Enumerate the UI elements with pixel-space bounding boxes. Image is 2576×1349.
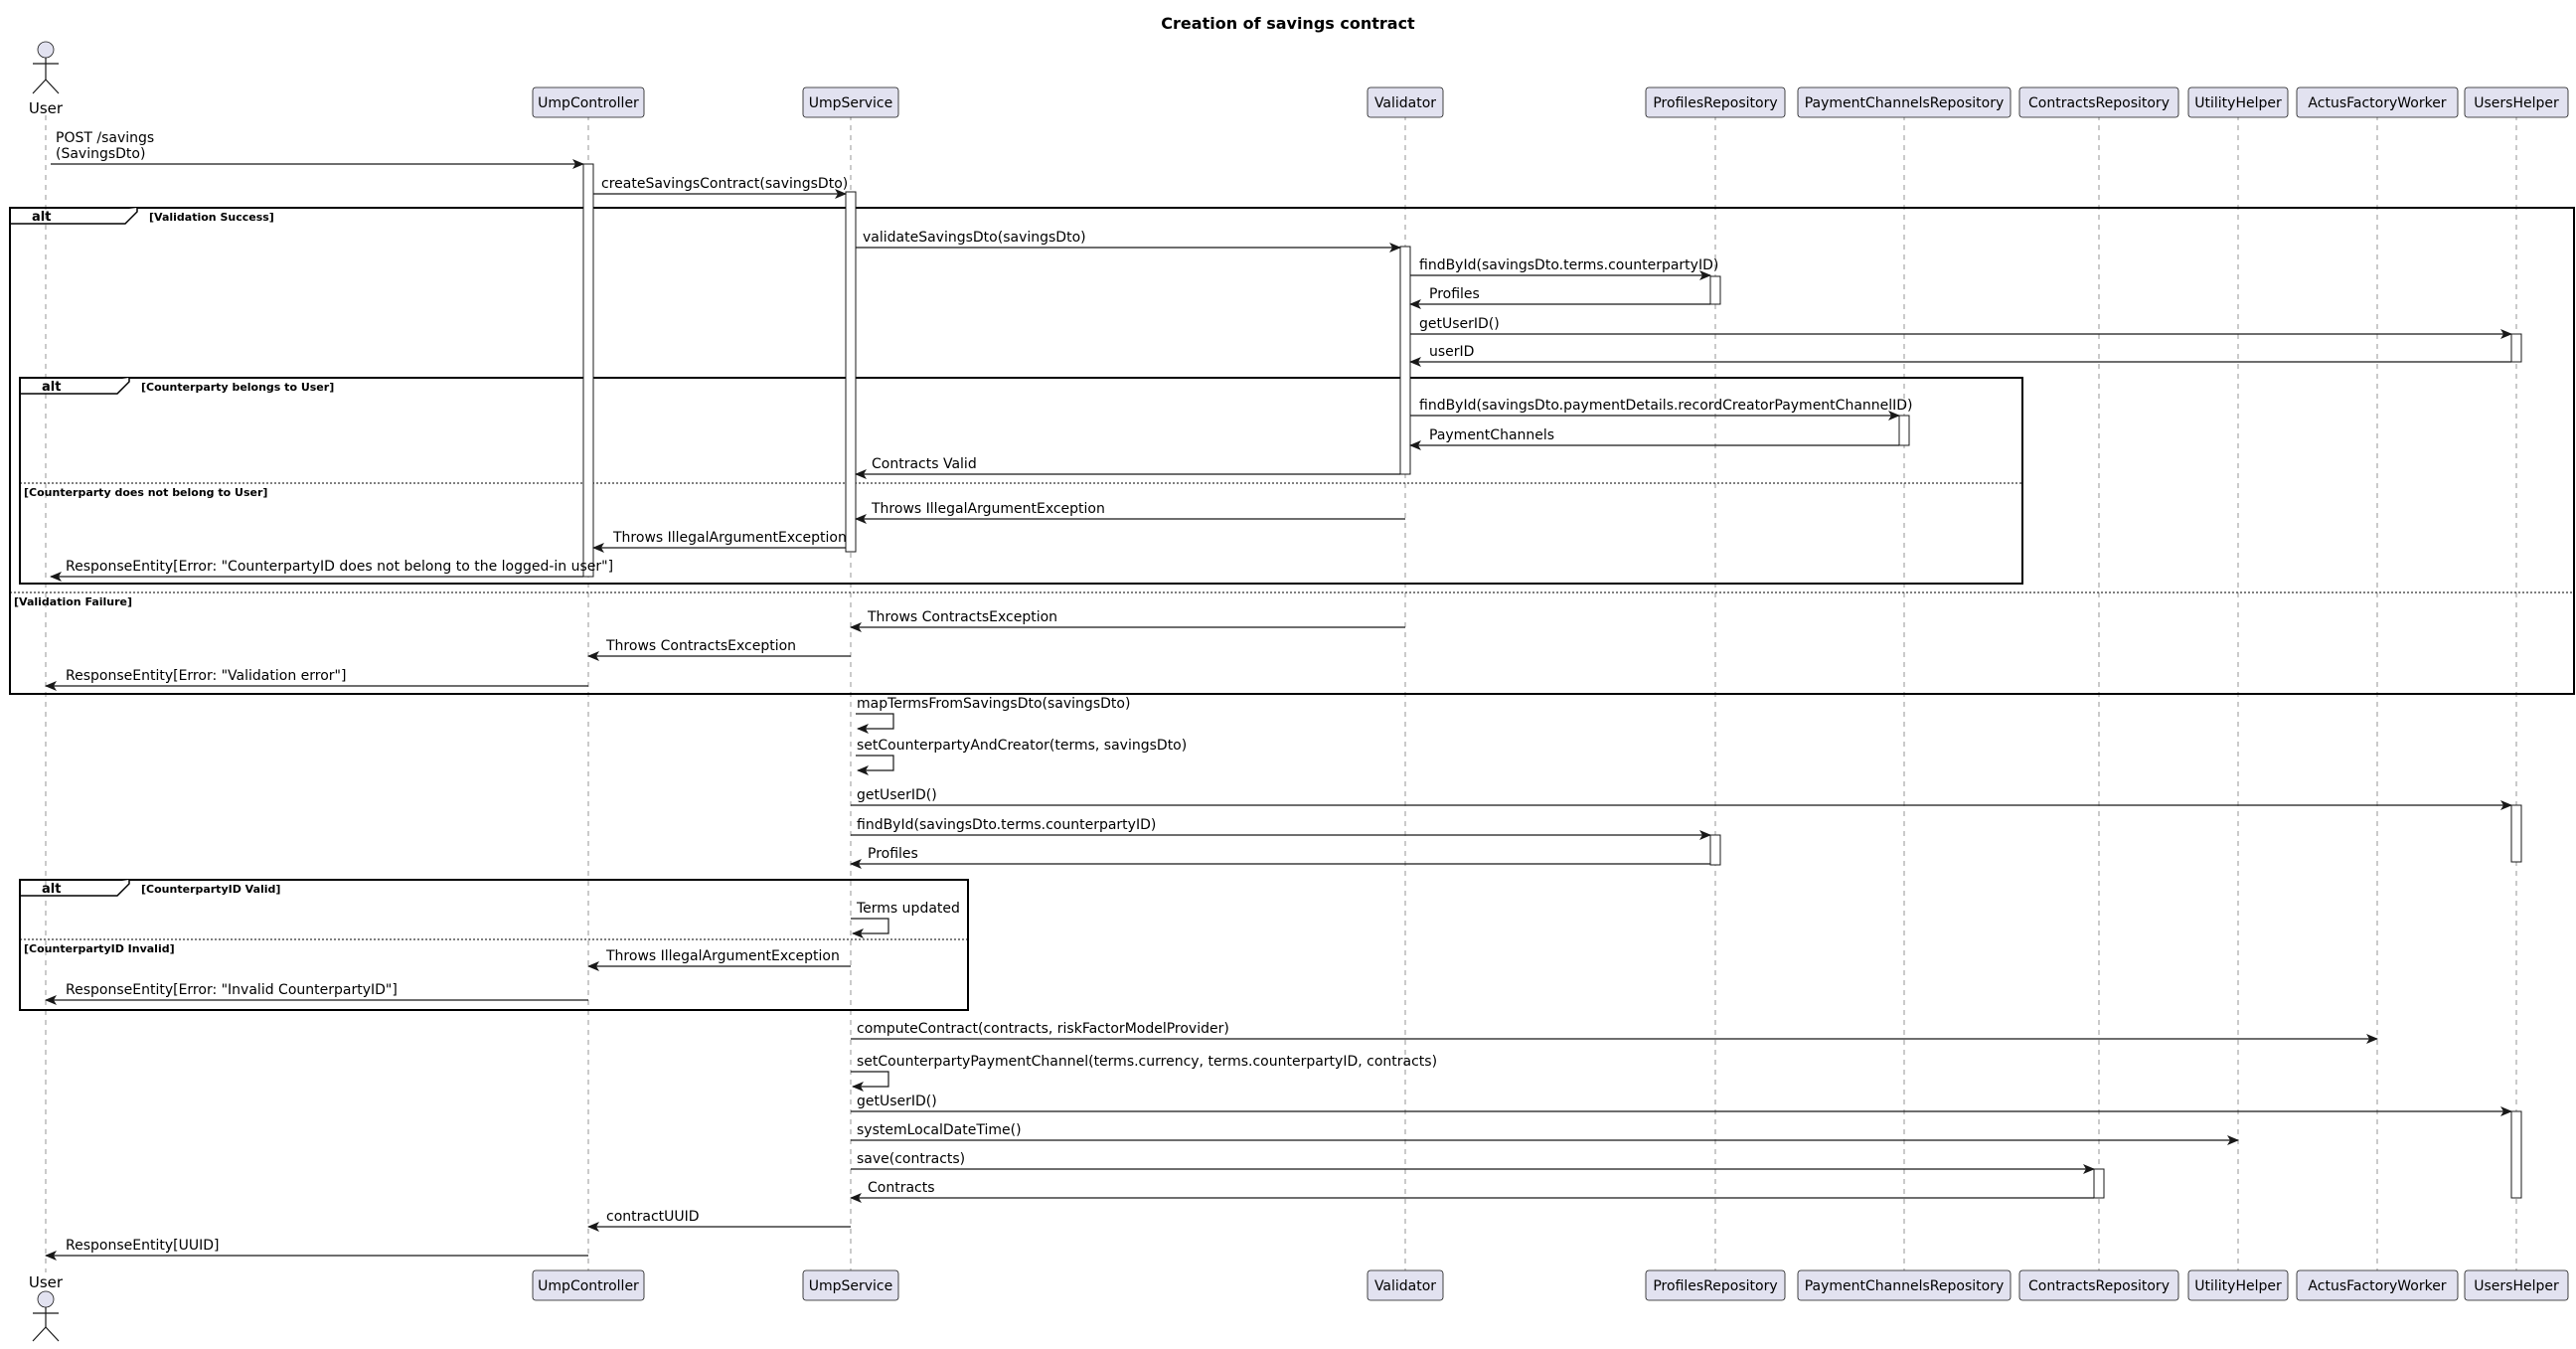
activation-prof [1710,276,1720,304]
message-val-to-svc [856,456,1400,474]
message-label: contractUUID [606,1209,700,1225]
participant-users-bottom [2465,1270,2568,1300]
message-svc-to-contr [851,1151,2094,1169]
message-contr-to-svc [851,1180,2094,1198]
participant-label: UmpService [808,95,893,111]
participant-contr-bottom [2019,1270,2178,1300]
participant-user-bottom [29,1273,64,1341]
activation-svc [846,192,856,552]
activation-users [2511,805,2521,862]
combined-fragments [10,208,2574,1010]
message-label: Terms updated [857,901,960,917]
message-label: ResponseEntity[Error: "Invalid CounterpartyID"] [66,982,398,998]
participant-pay-top [1798,87,2011,117]
message-svc-to-ctrl [588,1209,851,1227]
activation-contr [2094,1169,2104,1198]
participant-val-bottom [1368,1270,1443,1300]
message-svc-to-prof [851,817,1710,835]
message-label: save(contracts) [857,1151,966,1167]
message-label: getUserID() [857,787,937,803]
participant-label: User [28,99,64,117]
message-label: PaymentChannels [1429,427,1555,443]
message-users-to-val [1410,344,2511,362]
message-label: Profiles [1429,286,1480,302]
message-label: Throws ContractsException [606,638,797,654]
message-label: POST /savings [56,130,155,146]
message-label: ResponseEntity[UUID] [66,1238,220,1254]
participant-util-bottom [2188,1270,2288,1300]
participant-prof-bottom [1646,1270,1785,1300]
alt-fragment-1 [10,208,2574,694]
participant-svc-bottom [803,1270,898,1300]
participant-val-top [1368,87,1443,117]
message-label: ResponseEntity[Error: "CounterpartyID does not belong to the logged-in user"] [66,559,614,575]
message-ctrl-to-user [51,559,613,577]
message-svc-to-val [856,230,1400,248]
message-label: Throws IllegalArgumentException [872,501,1105,517]
activation-users [2511,334,2521,362]
message-label: getUserID() [857,1094,937,1109]
message-label: Contracts Valid [872,456,977,472]
participant-label: Validator [1373,1278,1437,1294]
activation-val [1400,247,1410,474]
message-label: Throws IllegalArgumentException [613,530,847,546]
message-label: (SavingsDto) [56,146,146,162]
participant-actus-bottom [2297,1270,2458,1300]
participant-label: ContractsRepository [2028,95,2170,111]
message-val-to-prof [1410,257,1718,275]
fragment-guard: [Validation Success] [149,211,274,224]
diagram-title: Creation of savings contract [1161,14,1415,33]
participant-label: PaymentChannelsRepository [1804,1278,2005,1294]
participant-pay-bottom [1798,1270,2011,1300]
fragment-guard: [Counterparty belongs to User] [141,381,335,394]
message-ctrl-to-user [46,982,588,1000]
message-prof-to-val [1410,286,1710,304]
message-svc-to-ctrl [588,948,851,966]
participant-label: UtilityHelper [2194,1278,2282,1294]
fragment-operator: alt [42,882,62,897]
actor-head [38,42,54,58]
participant-label: ProfilesRepository [1653,95,1778,111]
activation-prof [1710,835,1720,865]
participant-label: UsersHelper [2474,1278,2559,1294]
message-label: validateSavingsDto(savingsDto) [863,230,1086,246]
fragment-operator: alt [42,380,62,395]
message-val-to-pay [1410,398,1913,416]
message-label: Throws IllegalArgumentException [606,948,840,964]
participant-contr-top [2019,87,2178,117]
participant-users-top [2465,87,2568,117]
fragment-guard: [Validation Failure] [14,595,133,608]
activation-users [2511,1111,2521,1198]
message-label: computeContract(contracts, riskFactorModelProvider) [857,1021,1229,1037]
message-label: findById(savingsDto.terms.counterpartyID) [1419,257,1719,273]
message-label: systemLocalDateTime() [857,1122,1022,1138]
message-svc-to-svc [856,696,1130,729]
message-prof-to-svc [851,846,1710,864]
message-label: findById(savingsDto.paymentDetails.recordCreatorPaymentChannelID) [1419,398,1913,414]
message-val-to-users [1410,316,2511,334]
message-svc-to-svc [851,901,960,933]
participant-actus-top [2297,87,2458,117]
message-label: setCounterpartyAndCreator(terms, savingsDto) [857,738,1188,754]
participant-ctrl-top [533,87,644,117]
participant-label: Validator [1373,95,1437,111]
participant-label: ProfilesRepository [1653,1278,1778,1294]
message-label: userID [1429,344,1475,360]
participant-label: User [28,1273,64,1291]
participant-label: ActusFactoryWorker [2308,1278,2447,1294]
message-val-to-svc [856,501,1405,519]
message-label: getUserID() [1419,316,1500,332]
activation-pay [1899,416,1909,445]
message-svc-to-util [851,1122,2238,1140]
message-ctrl-to-svc [593,176,848,194]
message-ctrl-to-user [46,1238,588,1256]
message-label: createSavingsContract(savingsDto) [601,176,849,192]
message-label: setCounterpartyPaymentChannel(terms.currency, terms.counterpartyID, contracts) [857,1054,1438,1070]
message-svc-to-actus [851,1021,2377,1039]
participant-label: ContractsRepository [2028,1278,2170,1294]
fragment-guard: [CounterpartyID Invalid] [24,942,175,955]
message-svc-to-svc [856,738,1187,770]
message-label: Contracts [868,1180,935,1196]
participant-label: UmpController [538,95,639,111]
participant-svc-top [803,87,898,117]
activation-ctrl [583,164,593,577]
message-svc-to-svc [851,1054,1437,1087]
participants [29,42,2568,1341]
actor-head [38,1291,54,1307]
message-val-to-svc [851,609,1405,627]
message-label: Throws ContractsException [868,609,1058,625]
message-svc-to-users [851,787,2511,805]
message-svc-to-users [851,1094,2511,1111]
message-ctrl-to-user [46,668,588,686]
participant-label: UmpService [808,1278,893,1294]
message-label: mapTermsFromSavingsDto(savingsDto) [857,696,1131,712]
participant-label: UmpController [538,1278,639,1294]
participant-label: UsersHelper [2474,95,2559,111]
message-svc-to-ctrl [593,530,847,548]
participant-user-top [29,42,64,117]
participant-label: UtilityHelper [2194,95,2282,111]
participant-label: PaymentChannelsRepository [1804,95,2005,111]
participant-prof-top [1646,87,1785,117]
message-label: ResponseEntity[Error: "Validation error"] [66,668,347,684]
message-label: findById(savingsDto.terms.counterpartyID) [857,817,1157,833]
message-pay-to-val [1410,427,1899,445]
message-svc-to-ctrl [588,638,851,656]
fragment-operator: alt [32,210,52,225]
message-label: Profiles [868,846,918,862]
activation-bars [583,164,2521,1198]
fragment-guard: [Counterparty does not belong to User] [24,486,268,499]
participant-ctrl-bottom [533,1270,644,1300]
participant-util-top [2188,87,2288,117]
fragment-guard: [CounterpartyID Valid] [141,883,281,896]
participant-label: ActusFactoryWorker [2308,95,2447,111]
message-user-to-ctrl [51,130,583,164]
